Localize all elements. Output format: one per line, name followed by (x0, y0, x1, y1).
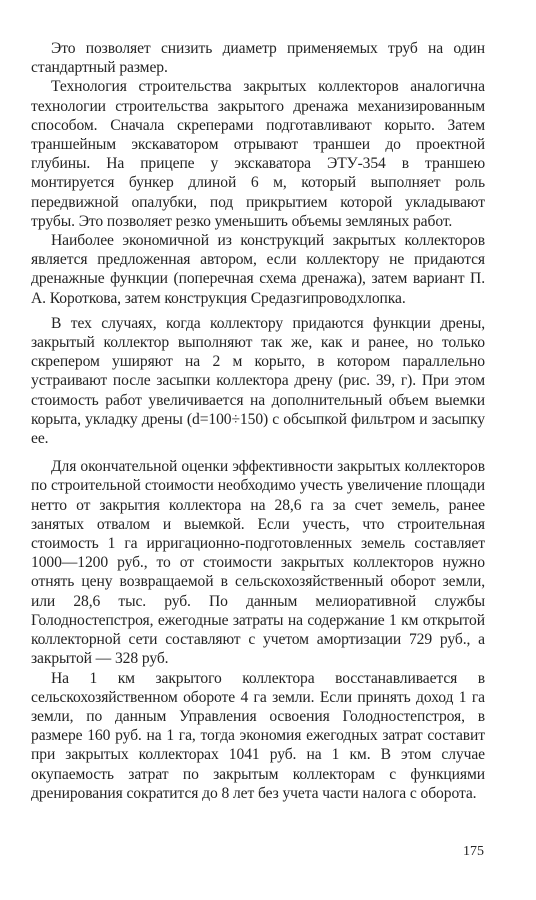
page-number: 175 (463, 844, 484, 859)
paragraph-2: Технология строительства закрытых коллекторов аналогична технологии строительства закрытого дренажа механизированным способом. Сначала скреперами подготавливают корыто. Затем траншейным экскаватором отрывают траншеи до проектной глубины. На прицепе у экскаватора ЭТУ-354 в траншею монтируется бункер длиной 6 м, который выполняет роль передвижной опалубки, под прикрытием которой укладывают трубы. Это позволяет резко уменьшить объемы земляных работ. (31, 78, 485, 230)
paragraph-3: Наиболее экономичной из конструкций закрытых коллекторов является предложенная автором, если коллектору не придаются дренажные функции (поперечная схема дренажа), затем вариант П. А. Короткова, затем конструкция Средазгипроводхлопка. (31, 232, 485, 307)
paragraph-1: Это позволяет снизить диаметр применяемых труб на один стандартный размер. (31, 40, 485, 77)
body-text (31, 39, 485, 803)
paragraph-5: Для окончательной оценки эффективности закрытых коллекторов по строительной стоимости необходимо учесть увеличение площади нетто от закрытия коллектора на 28,6 га за счет земель, ранее занятых отвалом и выемкой. Если учесть, что строительная стоимость 1 га ирригационно-подготовленных земель составляет 1000—1200 руб., то от стоимости закрытых коллекторов нужно отнять цену возвращаемой в сельскохозяйственный оборот земли, или 28,6 тыс. руб. По данным мелиоративной службы Голодностепстроя, ежегодные затраты на содержание 1 км открытой коллекторной сети составляют с учетом амортизации 729 руб., а закрытой — 328 руб. (31, 458, 485, 668)
paragraph-4: В тех случаях, когда коллектору придаются функции дрены, закрытый коллектор выполняют так же, как и ранее, но только скрепером уширяют на 2 м корыто, в котором параллельно устраивают после засыпки коллектора дрену (рис. 39, г). При этом стоимость работ увеличивается на дополнительный объем выемки корыта, укладку дрены (d=100÷150) с обсыпкой фильтром и засыпку ее. (31, 314, 485, 448)
paragraph-6: На 1 км закрытого коллектора восстанавливается в сельскохозяйственном обороте 4 га земли. Если принять доход 1 га земли, по данным Управления освоения Голодностепстроя, в размере 160 руб. на 1 га, тогда экономия ежегодных затрат составит при закрытых коллекторах 1041 руб. на 1 км. В этом случае окупаемость затрат по закрытым коллекторам с функциями дренирования сократится до 8 лет без учета части налога с оборота. (31, 669, 485, 802)
